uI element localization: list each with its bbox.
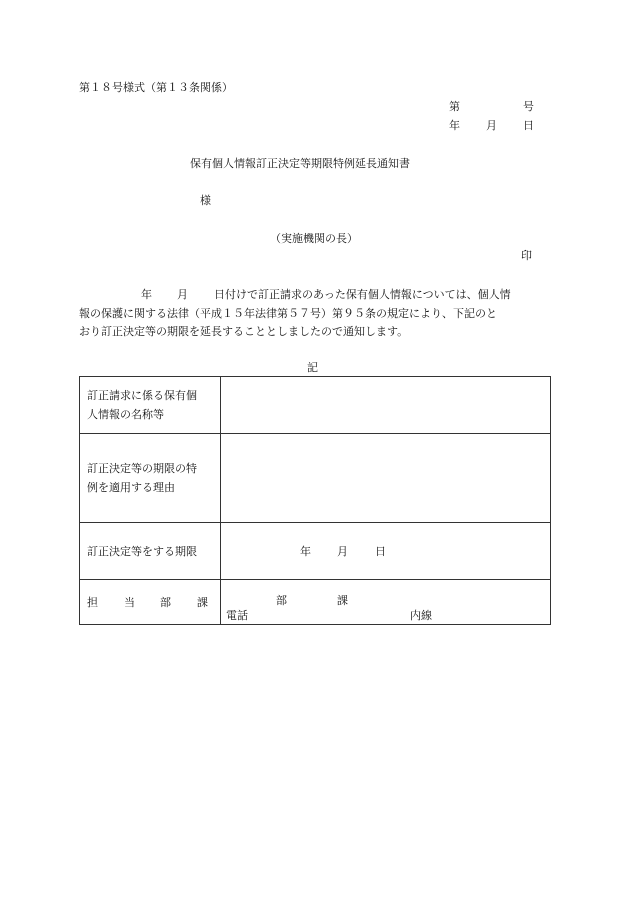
- deadline-month: 月: [337, 545, 348, 558]
- body-month: 月: [177, 288, 188, 301]
- department-bu: 部: [276, 594, 287, 607]
- document-number-suffix: 号: [523, 100, 534, 113]
- row-label-line: 訂正決定等の期限の特: [87, 462, 197, 475]
- body-line-2: 報の保護に関する法律（平成１５年法律第５７号）第９５条の規定により、下記のと: [79, 307, 497, 320]
- extension-label: 内線: [410, 609, 432, 622]
- row-label-char: 部: [160, 596, 171, 609]
- table-row: [80, 580, 551, 625]
- row-label-char: 担: [87, 596, 98, 609]
- department-ka: 課: [337, 594, 348, 607]
- department-field[interactable]: [221, 580, 551, 625]
- date-day: 日: [523, 119, 534, 132]
- deadline-year: 年: [300, 545, 311, 558]
- row-label-line: 人情報の名称等: [87, 408, 164, 421]
- deadline-field[interactable]: [221, 523, 551, 580]
- body-line-3: おり訂正決定等の期限を延長することとしましたので通知します。: [79, 325, 409, 338]
- addressee-suffix: 様: [200, 194, 211, 207]
- row-label-line: 訂正請求に係る保有個: [87, 389, 197, 402]
- seal-mark: 印: [521, 249, 532, 262]
- request-info-field[interactable]: [221, 377, 551, 434]
- date-year: 年: [449, 119, 460, 132]
- body-year: 年: [141, 288, 152, 301]
- telephone-label: 電話: [226, 609, 248, 622]
- table-row: [80, 377, 551, 434]
- row-label-line: 例を適用する理由: [87, 481, 175, 494]
- row-label-department: [80, 580, 221, 625]
- document-number-prefix: 第: [449, 100, 460, 113]
- table-row: [80, 523, 551, 580]
- date-month: 月: [486, 119, 497, 132]
- row-label-extension-reason: [80, 434, 221, 523]
- extension-reason-field[interactable]: [221, 434, 551, 523]
- deadline-day: 日: [375, 545, 386, 558]
- table-row: [80, 434, 551, 523]
- row-label-deadline: 訂正決定等をする期限: [80, 523, 221, 580]
- body-line-1: 日付けで訂正請求のあった保有個人情報については、個人情: [214, 288, 511, 301]
- sender-label: （実施機関の長）: [270, 232, 358, 245]
- row-label-request-info: [80, 377, 221, 434]
- document-title: 保有個人情報訂正決定等期限特例延長通知書: [190, 157, 410, 170]
- record-table: [79, 376, 551, 625]
- row-label-char: 課: [197, 596, 208, 609]
- form-number: 第１８号様式（第１３条関係）: [79, 81, 233, 94]
- ki-heading: 記: [307, 361, 318, 374]
- row-label-char: 当: [124, 596, 135, 609]
